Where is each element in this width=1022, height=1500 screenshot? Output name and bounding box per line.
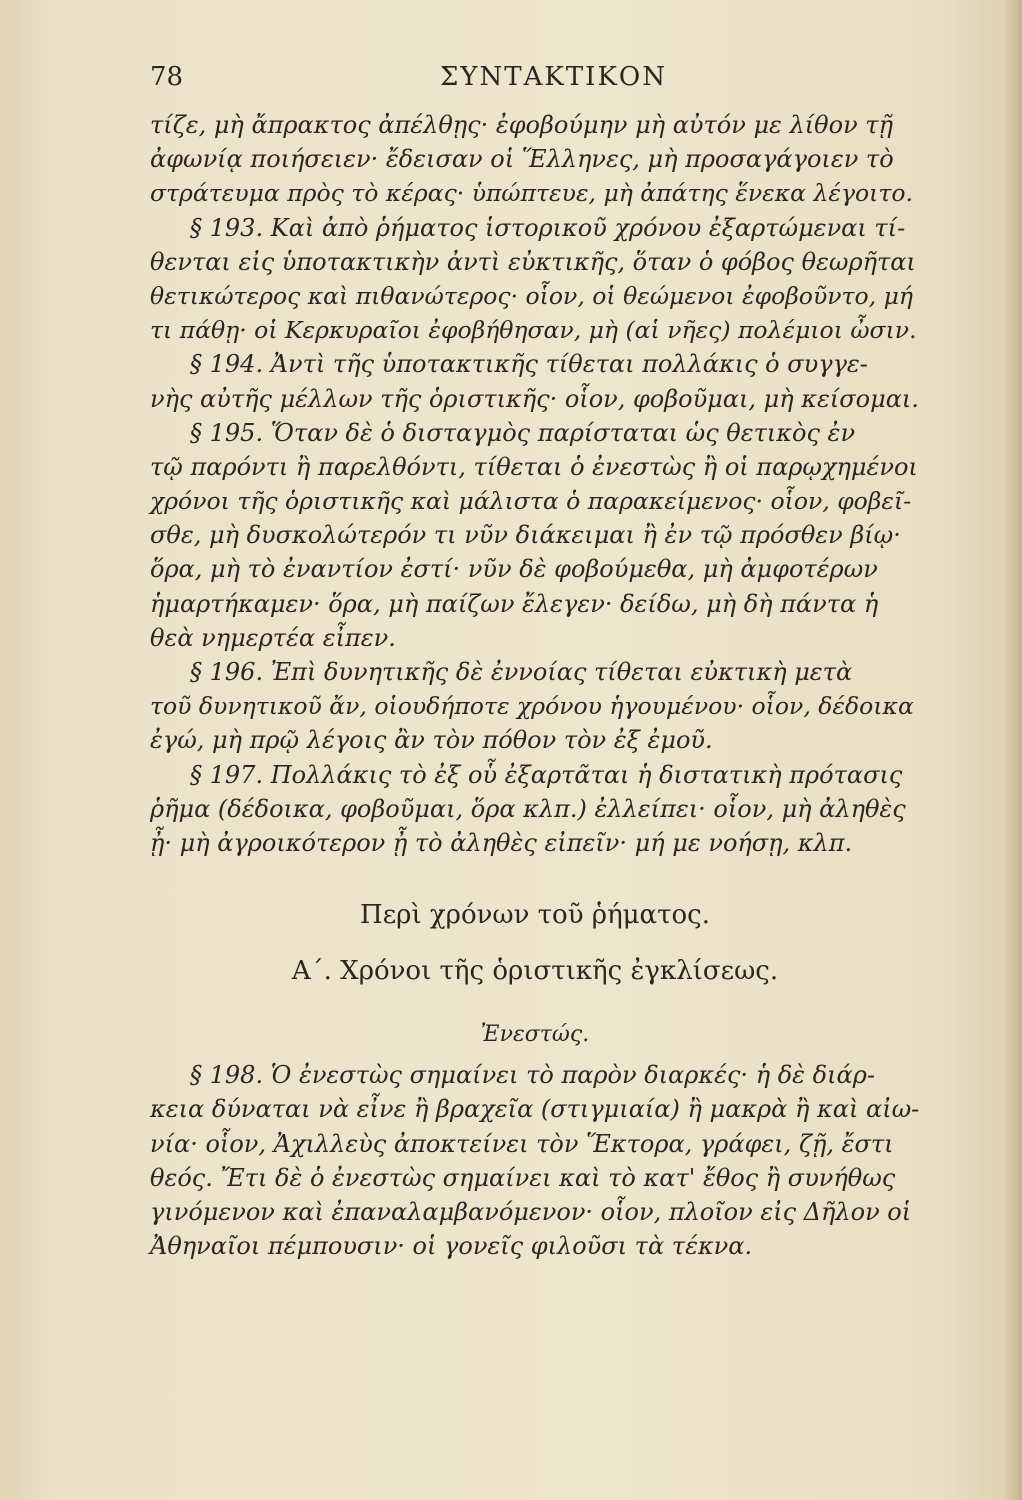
text-line: σθε, μὴ δυσκολώτερόν τι νῦν διάκειμαι ἢ ἐν τῷ πρόσθεν βίῳ·	[150, 521, 901, 550]
text-line: § 193. Καὶ ἀπὸ ῥήματος ἱστορικοῦ χρόνου ἐξαρτώμεναι τί-	[190, 213, 906, 242]
text-line: § 195. Ὅταν δὲ ὁ δισταγμὸς παρίσταται ὡς θετικὸς ἐν	[190, 418, 856, 447]
text-line: ἡμαρτήκαμεν· ὅρα, μὴ παίζων ἔλεγεν· δείδω, μὴ δὴ πάντα ἡ	[150, 589, 879, 618]
section-heading: Περὶ χρόνων τοῦ ῥήματος.	[360, 900, 710, 931]
text-line: ἀφωνίᾳ ποιήσειεν· ἔδεισαν οἱ Ἕλληνες, μὴ προσαγάγοιεν τὸ	[150, 145, 894, 174]
text-line: θεός. Ἔτι δὲ ὁ ἐνεστὼς σημαίνει καὶ τὸ κατ' ἔθος ἢ συνήθως	[150, 1163, 896, 1192]
page-edge-shadow	[1004, 0, 1022, 1500]
running-title: ΣΥΝΤΑΚΤΙΚΟΝ	[440, 62, 667, 92]
text-line: τίζε, μὴ ἄπρακτος ἀπέλθῃς· ἐφοβούμην μὴ αὐτόν με λίθον τῇ	[150, 111, 893, 139]
text-line: θεὰ νημερτέα εἶπεν.	[150, 623, 396, 652]
text-line: ῥῆμα (δέδοικα, φοβοῦμαι, ὅρα κλπ.) ἐλλείπει· οἷον, μὴ ἀληθὲς	[150, 794, 906, 823]
text-line: ἐγώ, μὴ πρῷ λέγοις ἂν τὸν πόθον τὸν ἐξ ἐμοῦ.	[150, 726, 713, 755]
page-number: 78	[150, 62, 184, 92]
text-line: τοῦ δυνητικοῦ ἄν, οἱουδήποτε χρόνου ἡγουμένου· οἷον, δέδοικα	[150, 692, 914, 721]
text-line: νία· οἷον, Ἀχιλλεὺς ἀποκτείνει τὸν Ἕκτορα, γράφει, ζῇ, ἔστι	[150, 1129, 894, 1158]
text-line: γινόμενον καὶ ἐπαναλαμβανόμενον· οἷον, πλοῖον εἰς Δῆλον οἱ	[150, 1197, 912, 1226]
page-body	[150, 108, 920, 1263]
text-line: νὴς αὐτῆς μέλλων τῆς ὁριστικῆς· οἷον, φοβοῦμαι, μὴ κείσομαι.	[150, 384, 919, 413]
text-line: ὅρα, μὴ τὸ ἐναντίον ἐστί· νῦν δὲ φοβούμεθα, μὴ ἀμφοτέρων	[150, 555, 878, 584]
text-line: Ἀθηναῖοι πέμπουσιν· οἱ γονεῖς φιλοῦσι τὰ τέκνα.	[150, 1232, 753, 1261]
text-line: χρόνοι τῆς ὁριστικῆς καὶ μάλιστα ὁ παρακείμενος· οἷον, φοβεῖ-	[150, 487, 912, 516]
text-line: ᾖ· μὴ ἀγροικότερον ᾖ τὸ ἀληθὲς εἰπεῖν· μή με νοήσῃ, κλπ.	[150, 828, 853, 857]
text-line: § 194. Ἀντὶ τῆς ὑποτακτικῆς τίθεται πολλάκις ὁ συγγε-	[190, 350, 868, 379]
subsection-heading: Α΄. Χρόνοι τῆς ὁριστικῆς ἐγκλίσεως.	[291, 956, 779, 987]
text-line: θενται εἰς ὑποτακτικὴν ἀντὶ εὐκτικῆς, ὅταν ὁ φόβος θεωρῆται	[150, 247, 916, 276]
text-line: θετικώτερος καὶ πιθανώτερος· οἷον, οἱ θεώμενοι ἐφοβοῦντο, μή	[150, 281, 913, 310]
text-line: στράτευμα πρὸς τὸ κέρας· ὑπώπτευε, μὴ ἀπάτης ἕνεκα λέγοιτο.	[150, 179, 913, 208]
text-line: κεια δύναται νὰ εἶνε ἢ βραχεῖα (στιγμιαία) ἢ μακρὰ ἢ καὶ αἰω-	[150, 1095, 920, 1124]
text-line: τι πάθῃ· οἱ Κερκυραῖοι ἐφοβήθησαν, μὴ (αἱ νῆες) πολέμιοι ὦσιν.	[150, 316, 917, 345]
text-line: § 197. Πολλάκις τὸ ἐξ οὗ ἐξαρτᾶται ἡ διστατικὴ πρότασις	[190, 760, 903, 789]
sub-subsection-heading: Ἐνεστώς.	[480, 1022, 590, 1048]
text-line: § 198. Ὁ ἐνεστὼς σημαίνει τὸ παρὸν διαρκές· ἡ δὲ διάρ-	[190, 1061, 875, 1090]
text-line: τῷ παρόντι ἢ παρελθόντι, τίθεται ὁ ἐνεστὼς ἢ οἱ παρῳχημένοι	[150, 452, 918, 481]
text-line: § 196. Ἐπὶ δυνητικῆς δὲ ἐννοίας τίθεται εὐκτικὴ μετὰ	[190, 658, 853, 686]
page-header	[150, 62, 902, 102]
